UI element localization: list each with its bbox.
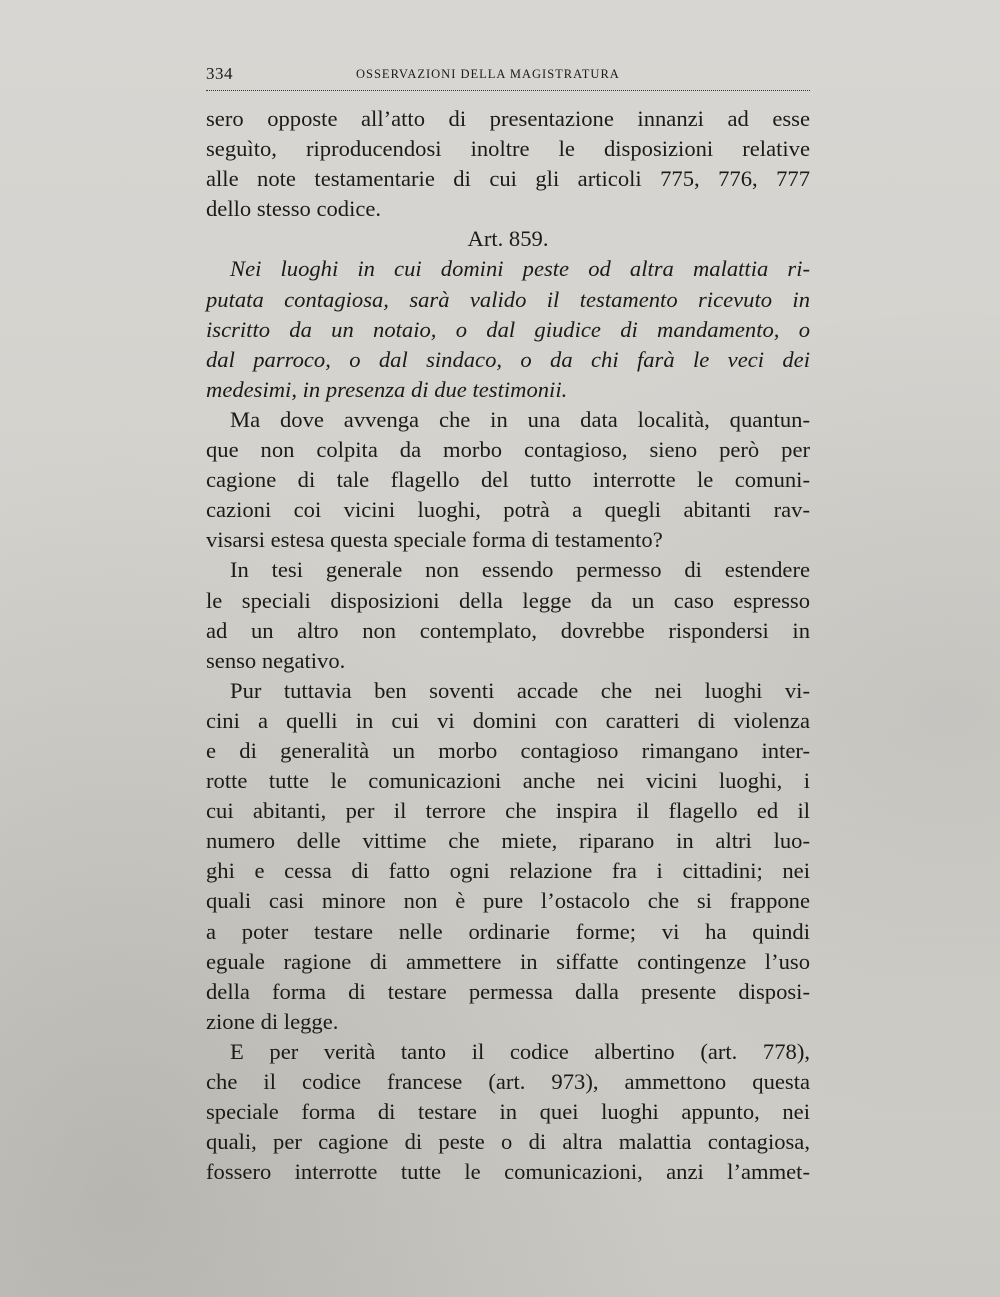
text-line: eguale ragione di ammettere in siffatte contingenze l’uso	[206, 948, 810, 974]
text-line: le speciali disposizioni della legge da un caso espresso	[206, 587, 810, 613]
text-line: alle note testamentarie di cui gli articoli 775, 776, 777	[206, 166, 810, 192]
article-text-line: putata contagiosa, sarà valido il testamento ricevuto in	[206, 286, 810, 312]
text-line: ghi e cessa di fatto ogni relazione fra i cittadini; nei	[206, 858, 810, 884]
text-line: Pur tuttavia ben soventi accade che nei luoghi vi-	[230, 677, 810, 703]
text-line: fossero interrotte tutte le comunicazioni, anzi l’ammet-	[206, 1159, 810, 1185]
text-line: a poter testare nelle ordinarie forme; vi ha quindi	[206, 918, 810, 944]
text-line: cazioni coi vicini luoghi, potrà a quegli abitanti rav-	[206, 497, 810, 523]
text-line: quali casi minore non è pure l’ostacolo che si frappone	[206, 888, 810, 914]
text-line: cagione di tale flagello del tutto interrotte le comuni-	[206, 467, 810, 493]
article-text-line: medesimi, in presenza di due testimonii.	[206, 376, 568, 402]
header-divider	[206, 90, 810, 91]
text-line: cui abitanti, per il terrore che inspira il flagello ed il	[206, 798, 810, 824]
article-text-line: Nei luoghi in cui domini peste od altra malattia ri-	[230, 256, 810, 282]
running-title: OSSERVAZIONI DELLA MAGISTRATURA	[356, 67, 620, 81]
article-heading: Art. 859.	[467, 226, 549, 252]
text-line: dello stesso codice.	[206, 196, 382, 222]
text-line: che il codice francese (art. 973), ammettono questa	[206, 1069, 810, 1094]
text-line: cini a quelli in cui vi domini con caratteri di violenza	[206, 707, 810, 733]
text-line: zione di legge.	[206, 1008, 339, 1034]
text-line: In tesi generale non essendo permesso di estendere	[230, 557, 810, 583]
text-line: Ma dove avvenga che in una data località, quantun-	[230, 406, 810, 432]
page-number: 334	[206, 64, 233, 83]
text-line: senso negativo.	[206, 647, 346, 673]
text-line: e di generalità un morbo contagioso rimangano inter-	[206, 737, 810, 763]
article-text-line: dal parroco, o dal sindaco, o da chi farà le veci dei	[206, 346, 810, 372]
page-header	[206, 64, 810, 86]
text-line: numero delle vittime che miete, riparano in altri luo-	[206, 828, 810, 854]
text-line: speciale forma di testare in quei luoghi appunto, nei	[206, 1099, 810, 1125]
text-line: que non colpita da morbo contagioso, sieno però per	[206, 437, 810, 463]
text-line: E per verità tanto il codice albertino (art. 778),	[230, 1038, 810, 1064]
text-line: visarsi estesa questa speciale forma di testamento?	[206, 527, 663, 553]
text-line: rotte tutte le comunicazioni anche nei vicini luoghi, i	[206, 768, 810, 794]
text-line: seguìto, riproducendosi inoltre le disposizioni relative	[206, 136, 810, 162]
text-line: della forma di testare permessa dalla presente disposi-	[206, 978, 810, 1004]
text-line: ad un altro non contemplato, dovrebbe rispondersi in	[206, 617, 810, 643]
text-line: quali, per cagione di peste o di altra malattia contagiosa,	[206, 1129, 810, 1155]
text-line: sero opposte all’atto di presentazione innanzi ad esse	[206, 106, 810, 131]
article-text-line: iscritto da un notaio, o dal giudice di mandamento, o	[206, 316, 810, 342]
body-text	[206, 104, 810, 1187]
